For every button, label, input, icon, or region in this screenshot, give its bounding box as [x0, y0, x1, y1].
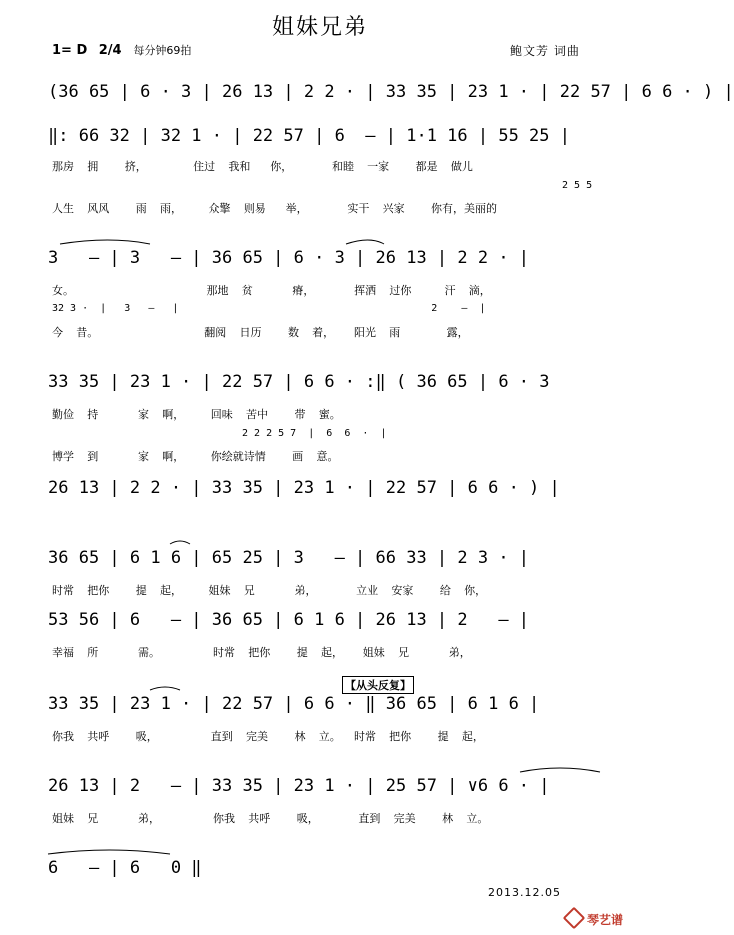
lyrics-line-2-verse-1: 那房 拥 挤， 住过 我和 你， 和睦 一家 都是 做儿 [52, 160, 473, 173]
ornament-notes-line-3: 32 3 · | 3 — | 2 — | [52, 303, 486, 314]
tie-line-9 [520, 768, 600, 772]
notation-line-6: 36 65 | 6 1 6 | 65 25 | 3 — | 66 33 | 2 3 · | [48, 548, 530, 568]
lyrics-line-9: 姐妹 兄 弟， 你我 共呼 吸， 直到 完美 林 立。 [52, 812, 489, 825]
notation-line-3: 3 — | 3 — | 36 65 | 6 · 3 | 26 13 | 2 2 · | [48, 248, 530, 268]
notation-line-1: (36 65 | 6 · 3 | 26 13 | 2 2 · | 33 35 | 23 1 · | 22 57 | 6 6 · ) | [48, 82, 734, 102]
lyrics-line-4-verse-1: 勤俭 持 家 啊， 回味 苦中 带 蜜。 [52, 408, 341, 421]
notation-line-5: 26 13 | 2 2 · | 33 35 | 23 1 · | 22 57 | 6 6 · ) | [48, 478, 560, 498]
ornament-notes-line-4: 2 2 2 5 7 | 6 6 · | [242, 428, 387, 439]
tie-line-6 [170, 541, 190, 544]
lyrics-line-8: 你我 共呼 吸， 直到 完美 林 立。 时常 把你 提 起， [52, 730, 484, 743]
lyrics-line-4-verse-2: 博学 到 家 啊， 你绘就诗情 画 意。 [52, 450, 339, 463]
credits: 鲍文芳 词曲 [510, 44, 580, 58]
lyrics-line-3-verse-1: 女。 那地 贫 瘠， 挥洒 过你 汗 滴， [52, 284, 491, 297]
tie-line-3-a [60, 240, 150, 244]
site-name: 琴艺谱 [587, 913, 624, 927]
repeat-from-start-marker: 【从头反复】 [342, 676, 414, 694]
lyrics-line-6: 时常 把你 提 起， 姐妹 兄 弟， 立业 安家 给 你， [52, 584, 487, 597]
notation-line-9: 26 13 | 2 — | 33 35 | 23 1 · | 25 57 | ∨6 6 · | [48, 776, 550, 796]
key-signature: 1= D [52, 43, 88, 58]
score-title: 姐妹兄弟 [271, 15, 368, 40]
time-signature: 2/4 [98, 43, 122, 58]
lyrics-line-7: 幸福 所 需。 时常 把你 提 起， 姐妹 兄 弟， [52, 646, 471, 659]
ornament-notes-line-2: 2 5 5 [562, 180, 593, 191]
tempo-marking: 每分钟69拍 [133, 44, 192, 57]
notation-line-7: 53 56 | 6 — | 36 65 | 6 1 6 | 26 13 | 2 — | [48, 610, 530, 630]
lyrics-line-2-verse-2: 人生 风风 雨 雨， 众擎 则易 举， 实干 兴家 你有，美丽的 [52, 202, 498, 215]
tie-line-3-b [346, 240, 384, 244]
tie-line-8 [150, 687, 180, 690]
notation-line-8: 33 35 | 23 1 · | 22 57 | 6 6 · ‖ 36 65 | 6 1 6 | [48, 694, 540, 714]
tie-line-10 [48, 850, 170, 854]
notation-line-2: ‖: 66 32 | 32 1 · | 22 57 | 6 — | 1·1 16 | 55 25 | [48, 126, 570, 146]
notation-line-10: 6 — | 6 0 ‖ [48, 858, 202, 878]
publish-date: 2013.12.05 [488, 886, 561, 899]
lyrics-line-3-verse-2: 今 昔。 翻阅 日历 数 着， 阳光 雨 露， [52, 326, 469, 339]
notation-line-4: 33 35 | 23 1 · | 22 57 | 6 6 · :‖ ( 36 65 | 6 · 3 [48, 372, 550, 392]
